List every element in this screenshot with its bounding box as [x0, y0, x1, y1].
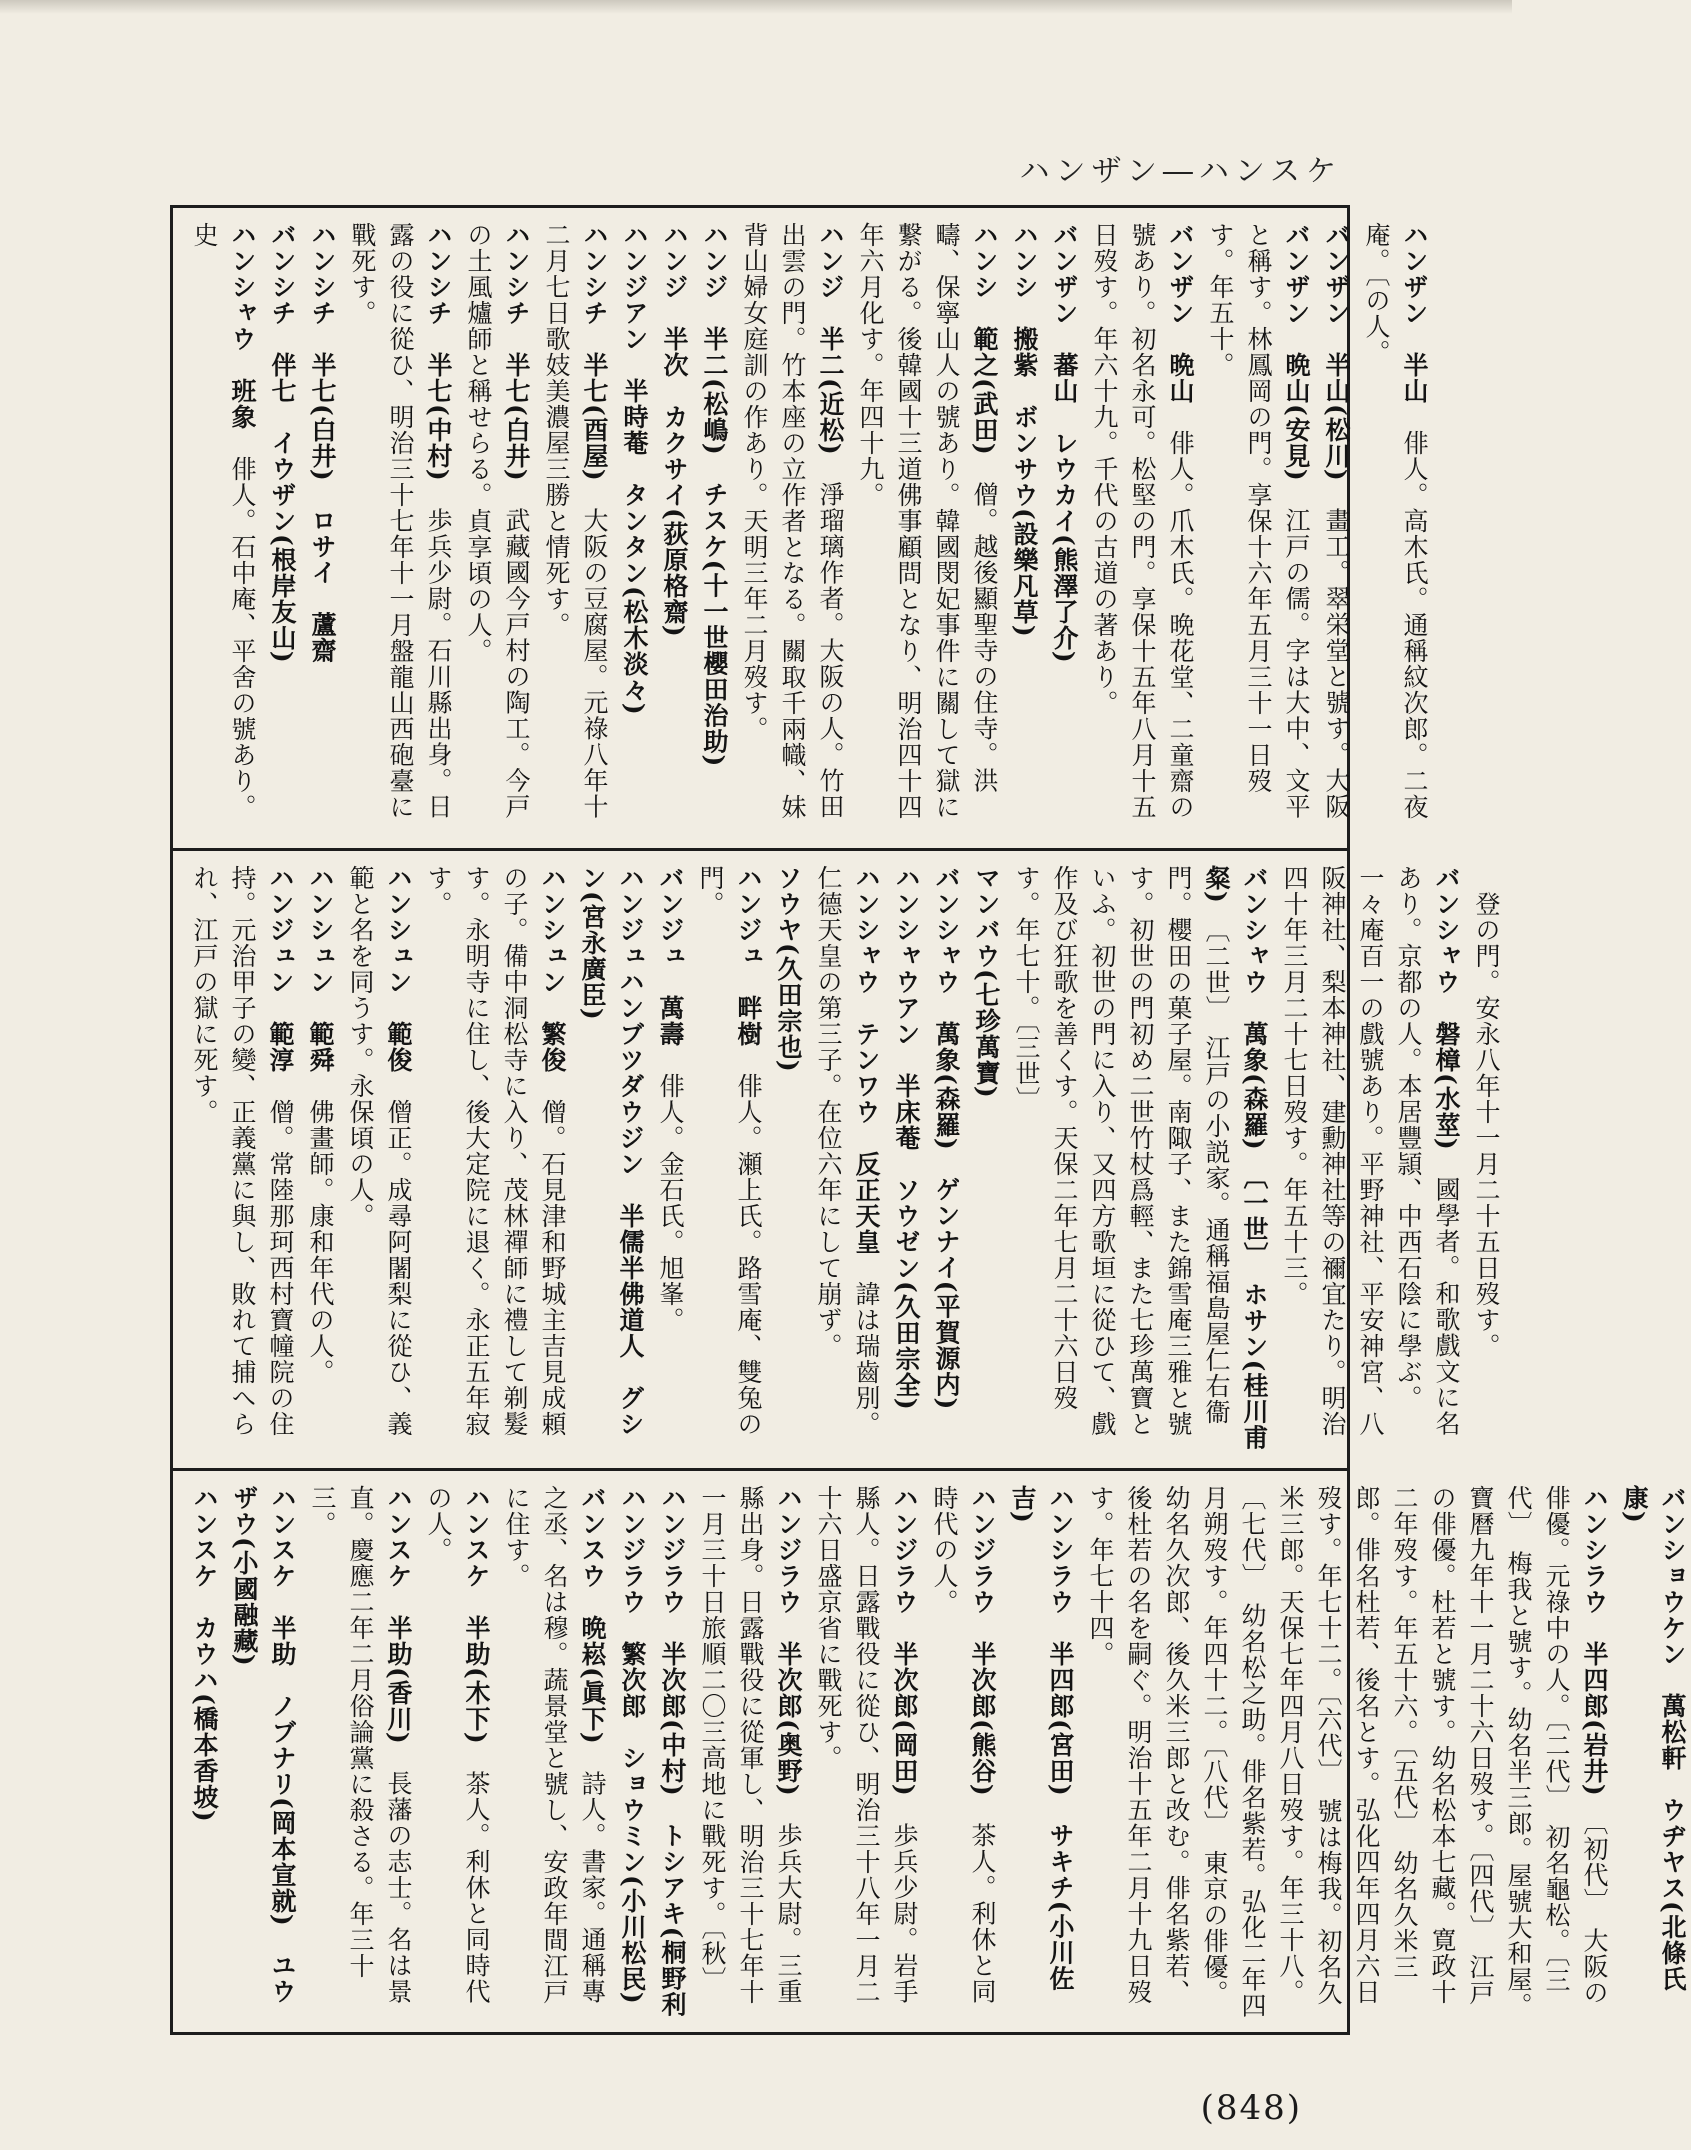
dictionary-entry — [653, 1485, 691, 2022]
dictionary-entry — [185, 222, 261, 838]
entry-title: ハンシチ 半七(白井) ロサイ 蘆齋 — [308, 222, 337, 664]
dictionary-entry — [655, 222, 693, 838]
entry-title: ハンシチ 半七(中村) — [424, 222, 453, 482]
dictionary-entry — [459, 222, 535, 838]
entry-title: ハンシュン 範舜 — [306, 865, 335, 1073]
entry-title: ハンシュン 範俊 — [384, 865, 413, 1073]
band-top-text — [183, 222, 1433, 838]
band-bottom — [173, 1468, 1687, 2032]
dictionary-entry — [1007, 865, 1273, 1458]
entry-body: 俳人。爪木氏。晩花堂、二童齋の號あり。初名永可。松堅の門。享保十五年八月十五日歿す。年六十九。千代の古道の著あり。 — [1090, 222, 1195, 820]
entry-body: 俳人。金石氏。旭峯。 — [656, 1073, 685, 1333]
entry-title: ハンシャウ 班象 — [228, 222, 257, 430]
dictionary-entry — [1615, 1485, 1691, 2022]
entry-body: 俳人。高木氏。通稱紋次郎。二夜庵。〔の人。 — [1362, 222, 1429, 820]
dictionary-entry — [225, 1485, 301, 2022]
entry-body: 畫工。翠栄堂と號す。大阪 — [1322, 507, 1351, 820]
entry-body: 〔二世〕 江戸の小説家。通稱福島屋仁右衞門。櫻田の菓子屋。南陬子、また錦雪庵三雅と號す。初世の門初め二世竹杖爲輕、また七珍萬寶といふ。初世の門に入り、又四方歌垣に從ひて、戲作及び狂歌を善くす。天保二年七月二十六日歿す。年七十。〔三世〕 — [1012, 865, 1231, 1437]
dictionary-entry — [1003, 1485, 1079, 2022]
entry-body: 僧。越後顯聖寺の住寺。洪疇、保寧山人の號あり。韓國閔妃事件に關して獄に繋がる。後韓國十三道佛事顧問となり、明治四十四年六月化す。年四十九。 — [856, 222, 999, 820]
dictionary-entry — [651, 865, 689, 1458]
entry-title: ハンジラウ 半次郎(中村) トシアキ(桐野利 — [658, 1485, 687, 2018]
band-middle-text — [183, 865, 1505, 1458]
entry-title: バンシチ 伴七 イウザン(根岸友山) — [268, 222, 297, 664]
entry-body: 江戸の儒。字は大中、文平と稱す。林鳳岡の門。享保十六年五月三十一日歿す。年五十。 — [1206, 222, 1311, 820]
entry-title: マンバウ(七珍萬寶) — [972, 865, 1001, 1099]
entry-title: バンシャウ 磐樟(水莖) — [1432, 865, 1461, 1151]
entry-title: ハンジュハンブツダウジン 半儒半佛道人 グシン(宮永廣臣) — [578, 865, 645, 1437]
entry-title: ハンスケ 半助(香川) — [384, 1485, 413, 1745]
entry-body: 淨瑠璃作者。大阪の人。竹田出雲の門。竹本座の立作者となる。關取千兩幟、妹背山婦女庭訓の作あり。天明三年二月歿す。 — [740, 222, 845, 820]
band-top — [173, 208, 1429, 848]
entry-title: ハンシラウ 半四郎(宮田) サキチ(小川佐吉) — [1008, 1485, 1075, 1992]
dictionary-entry — [303, 222, 341, 838]
dictionary-entry — [735, 222, 849, 838]
entry-title: バンジュ 萬壽 — [656, 865, 685, 1047]
entry-body: 歩兵少尉。岩手縣人。日露戰役に從ひ、明治三十八年一月二十六日盛京省に戰死す。 — [814, 1485, 919, 2005]
entry-body: 僧。常陸那珂西村寶幢院の住持。元治甲子の變、正義黨に與し、敗れて捕へられ、江戸の獄に死す。 — [190, 865, 295, 1437]
entry-title: バンシャウ 萬象(森羅) 〔一世〕 ホサン(桂川甫粲) — [1202, 865, 1269, 1451]
dictionary-entry — [695, 222, 733, 838]
dictionary-frame — [170, 205, 1687, 2035]
entry-title: ハンジ 半二(近松) — [816, 222, 845, 456]
entry-title: ハンシュン 繁俊 — [538, 865, 567, 1073]
dictionary-entry — [497, 1485, 611, 2022]
dictionary-entry — [185, 865, 299, 1458]
entry-title: ハンシ 搬紫 ボンサウ(設樂凡草) — [1010, 222, 1039, 638]
entry-body: 〔初代〕 大阪の俳優。元祿中の人。〔二代〕 初名龜松。〔三代〕 梅我と號す。幼名半三郎。屋號大和屋。寶曆九年十一月二十六日歿す。〔四代〕 江戸の俳優。杜若と號す。幼名松本七藏。寛政十二年歿す。年五十六。〔五代〕 幼名久米三郎。俳名杜若、後名とす。弘化四年四月六日歿す。年七十二。〔六代〕 號は梅我。初名久米三郎。天保七年四月八日歿す。年三十八。〔七代〕 幼名松之助。俳名紫若。弘化二年四月朔歿す。年四十二。〔八代〕 東京の俳優。幼名久次郎、後久米三郎と改む。俳名紫若、後杜若の名を嗣ぐ。明治十五年二月十九日歿す。年七十四。 — [1086, 1485, 1609, 2019]
entry-body: 歩兵大尉。三重縣出身。日露戰役に從軍し、明治三十七年十一月三十日旅順二〇三高地に戰死す。〔秋〕 — [698, 1485, 803, 2005]
entry-body: 僧正。成尋阿闍梨に從ひ、義範と名を同うす。永保頃の人。 — [346, 865, 413, 1437]
entry-title: ハンシラウ 半四郎(岩井) — [1580, 1485, 1609, 1797]
scan-edge — [0, 0, 1512, 14]
entry-title: ハンジアン 半時菴 タンタン(松木淡々) — [620, 222, 649, 716]
entry-title: ハンスケ 半助 ノブナリ(岡本宣就) ユウザウ(小國融藏) — [230, 1485, 297, 2005]
dictionary-entry — [1357, 222, 1433, 838]
entry-title: ハンジラウ 半次郎(奥野) — [774, 1485, 803, 1797]
entry-title: ハンジュ 畔樹 — [734, 865, 763, 1047]
dictionary-entry — [1045, 222, 1083, 838]
entry-title: バンザン 晩山(安見) — [1282, 222, 1311, 482]
entry-title: バンシャウ 萬象(森羅) ゲンナイ(平賀源内) — [932, 865, 961, 1411]
dictionary-entry — [1081, 1485, 1613, 2022]
entry-title: ハンスケ 半助(木下) — [462, 1485, 491, 1745]
dictionary-entry — [1275, 865, 1465, 1458]
page-header: ハンザン―ハンスケ — [1019, 154, 1342, 189]
dictionary-entry — [1467, 865, 1505, 1458]
dictionary-entry — [1201, 222, 1315, 838]
dictionary-entry — [419, 865, 571, 1458]
entry-title: ハンジ 半次 カクサイ(荻原格齋) — [660, 222, 689, 638]
entry-title: ハンジラウ 繁次郎 ショウミン(小川松民) — [618, 1485, 647, 2005]
dictionary-entry — [887, 865, 925, 1458]
entry-title: ハンシャウアン 半床菴 ソウゼン(久田宗全) — [892, 865, 921, 1411]
dictionary-entry — [925, 1485, 1001, 2022]
entry-body: 僧。石見津和野城主吉見成頼の子。備中洞松寺に入り、茂林禪師に禮して剃髮す。永明寺に住し、後大定院に退く。永正五年寂す。 — [424, 865, 567, 1437]
dictionary-entry — [303, 1485, 417, 2022]
dictionary-entry — [809, 1485, 923, 2022]
entry-title: ハンジラウ 半次郎(岡田) — [890, 1485, 919, 1797]
dictionary-entry — [1005, 222, 1043, 838]
dictionary-entry — [967, 865, 1005, 1458]
entry-title: バンショウケン 萬松軒 ウヂヤス(北條氏康) — [1620, 1485, 1687, 1992]
entry-body: 大阪の豆腐屋。元祿八年十二月七日歌妓美濃屋三勝と情死す。 — [542, 222, 609, 820]
dictionary-entry — [343, 222, 457, 838]
entry-body: 諱は瑞齒別。仁德天皇の第三子。在位六年にして崩ず。 — [814, 865, 881, 1437]
page-number: (848) — [1200, 2088, 1302, 2128]
dictionary-entry — [851, 222, 1003, 838]
entry-title: ハンザン 半山 — [1400, 222, 1429, 404]
dictionary-entry — [1085, 222, 1199, 838]
entry-body: 詩人。書家。通稱專之丞、名は穆。蔬景堂と號し、安政年間江戸に住す。 — [502, 1485, 607, 2005]
band-middle — [173, 848, 1501, 1468]
dictionary-entry — [419, 1485, 495, 2022]
band-bottom-text — [183, 1485, 1691, 2022]
dictionary-entry — [809, 865, 885, 1458]
dictionary-entry — [263, 222, 301, 838]
entry-body: 歩兵少尉。石川縣出身。日露の役に從ひ、明治三十七年十一月盤龍山西砲臺に戰死す。 — [348, 222, 453, 820]
entry-title: ハンシャウ テンワウ 反正天皇 — [852, 865, 881, 1255]
entry-body: 俳人。石中庵、平舍の號あり。史 — [190, 222, 257, 820]
dictionary-entry — [1317, 222, 1355, 838]
entry-title: ハンジラウ 半次郎(熊谷) — [968, 1485, 997, 1797]
entry-body: 國學者。和歌戲文に名あり。京都の人。本居豐頴、中西石陰に學ぶ。一々庵百一の戲號あり。平野神社、平安神宮、八阪神社、梨本神社、建勳神社等の禰宜たり。明治四十年三月二十七日歿す。年五十三。 — [1280, 865, 1461, 1437]
dictionary-entry — [537, 222, 613, 838]
entry-title: ハンスケ カウハ(橋本香坡) — [190, 1485, 219, 1823]
dictionary-entry — [185, 1485, 223, 2022]
entry-title: バンスウ 晩崧(眞下) — [578, 1485, 607, 1745]
entry-title: バンザン 晩山 — [1166, 222, 1195, 404]
dictionary-entry — [927, 865, 965, 1458]
entry-title: ハンジュン 範淳 — [266, 865, 295, 1073]
entry-body: 登の門。安永八年十一月二十五日歿す。 — [1472, 891, 1501, 1359]
entry-title: ハンシチ 半七(白井) — [502, 222, 531, 482]
entry-title: ソウヤ(久田宗也) — [774, 865, 803, 1073]
dictionary-entry — [615, 222, 653, 838]
entry-body: 茶人。利休と同時代の人。 — [424, 1485, 491, 2005]
dictionary-entry — [341, 865, 417, 1458]
entry-title: ハンシ 範之(武田) — [970, 222, 999, 456]
dictionary-entry — [769, 865, 807, 1458]
dictionary-entry — [573, 865, 649, 1458]
entry-title: ハンジ 半二(松嶋) チスケ(十一世櫻田治助) — [700, 222, 729, 768]
entry-body: 長藩の志士。名は景直。慶應二年二月俗論黨に殺さる。年三十三。 — [308, 1485, 413, 2005]
entry-body: 武藏國今戸村の陶工。今戸の土風爐師と稱せらる。貞享頃の人。 — [464, 222, 531, 820]
entry-body: 俳人。瀬上氏。路雪庵、雙兔の門。 — [696, 865, 763, 1437]
entry-title: ハンシチ 半七(酉屋) — [580, 222, 609, 482]
entry-title: バンザン 蕃山 レウカイ(熊澤了介) — [1050, 222, 1079, 664]
dictionary-entry — [301, 865, 339, 1458]
entry-title: バンザン 半山(松川) — [1322, 222, 1351, 482]
entry-body: 茶人。利休と同時代の人。 — [930, 1485, 997, 2005]
dictionary-entry — [613, 1485, 651, 2022]
dictionary-entry — [693, 1485, 807, 2022]
dictionary-entry — [691, 865, 767, 1458]
entry-body: 佛畫師。康和年代の人。 — [306, 1099, 335, 1385]
